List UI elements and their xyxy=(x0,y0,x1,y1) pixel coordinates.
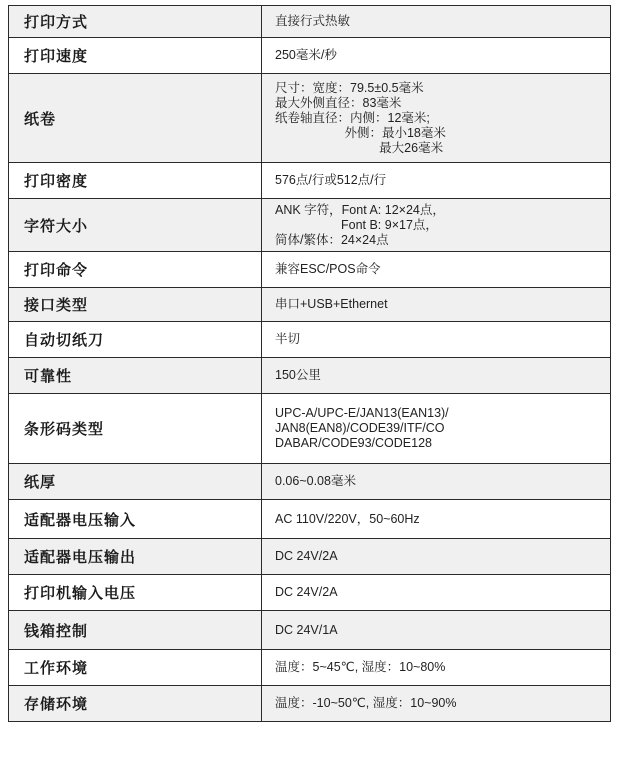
spec-value-line: 0.06~0.08毫米 xyxy=(275,474,356,488)
spec-value xyxy=(262,38,611,74)
spec-row xyxy=(9,252,611,288)
spec-row xyxy=(9,464,611,500)
spec-value-line: 外侧：最小18毫米 xyxy=(275,125,446,140)
spec-value xyxy=(262,394,611,464)
spec-row xyxy=(9,38,611,74)
spec-value-line: 最大26毫米 xyxy=(275,140,444,155)
spec-label: 适配器电压输出 xyxy=(9,539,262,575)
spec-value-line: DC 24V/2A xyxy=(275,549,338,563)
spec-row xyxy=(9,74,611,163)
spec-value xyxy=(262,322,611,358)
spec-value-line: 直接行式热敏 xyxy=(275,14,351,28)
spec-label: 工作环境 xyxy=(9,650,262,686)
spec-label: 自动切纸刀 xyxy=(9,322,262,358)
spec-label: 可靠性 xyxy=(9,358,262,394)
spec-value xyxy=(262,500,611,539)
spec-value-line: 兼容ESC/POS命令 xyxy=(275,262,381,276)
spec-table-body xyxy=(9,6,611,722)
spec-row xyxy=(9,199,611,252)
spec-value-line: AC 110V/220V，50~60Hz xyxy=(275,511,420,526)
spec-value xyxy=(262,6,611,38)
spec-row xyxy=(9,500,611,539)
spec-label: 打印速度 xyxy=(9,38,262,74)
spec-value xyxy=(262,358,611,394)
spec-value-line: DC 24V/2A xyxy=(275,585,338,599)
spec-value-line: 250毫米/秒 xyxy=(275,48,337,62)
spec-table xyxy=(8,5,611,722)
spec-value xyxy=(262,288,611,322)
spec-value-line: JAN8(EAN8)/CODE39/ITF/CO xyxy=(275,421,445,435)
spec-row xyxy=(9,394,611,464)
spec-value-line: DABAR/CODE93/CODE128 xyxy=(275,436,433,450)
spec-value-line: 尺寸：宽度：79.5±0.5毫米 xyxy=(275,80,424,95)
spec-row xyxy=(9,650,611,686)
spec-value-line: 串口+USB+Ethernet xyxy=(275,297,388,311)
spec-label: 打印密度 xyxy=(9,163,262,199)
spec-value xyxy=(262,252,611,288)
spec-value xyxy=(262,199,611,252)
spec-row xyxy=(9,686,611,722)
spec-value-line: Font B: 9×17点， xyxy=(275,217,438,232)
spec-value xyxy=(262,686,611,722)
spec-value-line: 温度：5~45℃, 湿度：10~80% xyxy=(275,660,446,674)
spec-value-line: UPC-A/UPC-E/JAN13(EAN13)/ xyxy=(275,406,449,420)
spec-label: 条形码类型 xyxy=(9,394,262,464)
spec-value-line: ANK 字符，Font A: 12×24点， xyxy=(275,202,445,217)
spec-value xyxy=(262,611,611,650)
spec-label: 适配器电压输入 xyxy=(9,500,262,539)
spec-label: 钱箱控制 xyxy=(9,611,262,650)
spec-value-line: DC 24V/1A xyxy=(275,622,338,637)
spec-label: 字符大小 xyxy=(9,199,262,252)
spec-value-line: 576点/行或512点/行 xyxy=(275,173,387,187)
spec-row xyxy=(9,288,611,322)
spec-row xyxy=(9,322,611,358)
spec-row xyxy=(9,611,611,650)
spec-row xyxy=(9,163,611,199)
spec-label: 纸卷 xyxy=(9,74,262,163)
spec-value xyxy=(262,575,611,611)
spec-label: 存储环境 xyxy=(9,686,262,722)
spec-value xyxy=(262,163,611,199)
spec-label: 打印方式 xyxy=(9,6,262,38)
spec-row xyxy=(9,539,611,575)
spec-value-line: 150公里 xyxy=(275,368,321,382)
spec-value xyxy=(262,539,611,575)
spec-value-line: 纸卷轴直径：内侧：12毫米; xyxy=(275,110,430,125)
spec-value xyxy=(262,464,611,500)
spec-value xyxy=(262,650,611,686)
spec-value xyxy=(262,74,611,163)
spec-label: 纸厚 xyxy=(9,464,262,500)
spec-label: 接口类型 xyxy=(9,288,262,322)
spec-value-line: 最大外侧直径：83毫米 xyxy=(275,95,402,110)
spec-label: 打印机输入电压 xyxy=(9,575,262,611)
spec-value-line: 简体/繁体：24×24点 xyxy=(275,232,389,247)
spec-row xyxy=(9,6,611,38)
spec-row xyxy=(9,575,611,611)
spec-row xyxy=(9,358,611,394)
spec-value-line: 温度：-10~50℃, 湿度：10~90% xyxy=(275,696,457,710)
spec-value-line: 半切 xyxy=(275,332,301,346)
spec-label: 打印命令 xyxy=(9,252,262,288)
